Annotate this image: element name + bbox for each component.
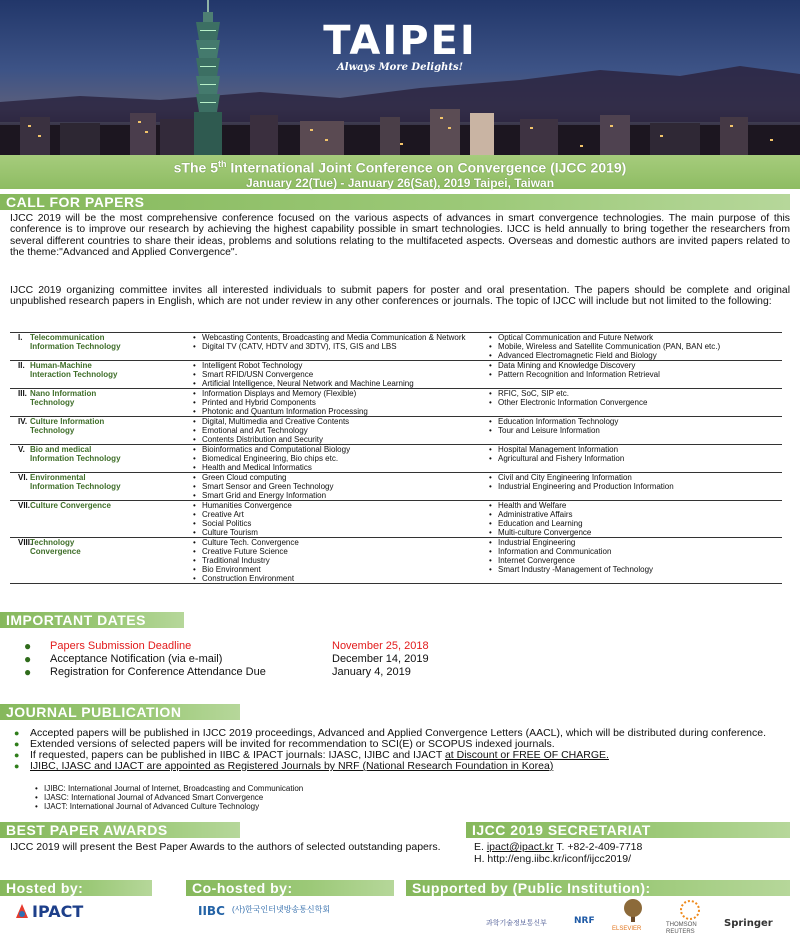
date-value: January 4, 2019 [332,666,411,678]
topic-number: VIII. [18,538,33,547]
topic-items-left [190,538,486,583]
topic-item: • Creative Future Science [190,547,486,556]
topic-number: VI. [18,473,28,482]
topic-item: • Data Mining and Knowledge Discovery [486,361,782,370]
topic-item: • Digital, Multimedia and Creative Contents [190,417,486,426]
important-dates-list [24,640,492,679]
hosted-heading: Hosted by: [0,880,152,896]
topic-item: • Information and Communication [486,547,782,556]
sponsor-logos [486,898,790,940]
topic-item: • Internet Convergence [486,556,782,565]
elsevier-tree-icon [618,898,648,924]
topic-row [10,538,782,584]
topic-item: • Hospital Management Information [486,445,782,454]
topic-item: • Advanced Electromagnetic Field and Biology [486,351,782,360]
topic-item: • Information Displays and Memory (Flexible) [190,389,486,398]
topic-item: • Emotional and Art Technology [190,426,486,435]
topic-number: II. [18,361,25,370]
journal-subitem: • IJASC: International Journal of Advanced Smart Convergence [34,793,303,802]
topic-item: • Industrial Engineering [486,538,782,547]
topic-name: Environmental Information Technology [30,473,121,491]
topic-item: • Smart Sensor and Green Technology [190,482,486,491]
topic-row [10,473,782,501]
bullet-icon: ● [24,639,32,653]
topic-items-left [190,445,486,472]
topic-items-left [190,501,486,537]
secretariat-heading: IJCC 2019 SECRETARIAT [466,822,790,838]
date-label: Papers Submission Deadline [50,640,192,652]
topic-item: • Artificial Intelligence, Neural Network and Machine Learning [190,379,486,388]
awards-text: IJCC 2019 will present the Best Paper Awards to the authors of selected outstanding papers. [10,841,441,853]
topic-name: Culture Convergence [30,501,111,510]
topic-items-right [486,333,782,360]
topic-item: • Biomedical Engineering, Bio chips etc. [190,454,486,463]
journal-subitem: • IJACT: International Journal of Advanced Culture Technology [34,802,303,811]
topic-item: • Smart Grid and Energy Information [190,491,486,500]
topic-name: Culture Information Technology [30,417,105,435]
topic-name: Telecommunication Information Technology [30,333,121,351]
topic-items-right [486,361,782,388]
hero-subtitle: Always More Delights! [337,62,463,73]
topic-number: I. [18,333,23,342]
secretariat-contact: E. ipact@ipact.kr T. +82-2-409-7718 H. http://eng.iibc.kr/iconf/ijcc2019/ [474,842,794,865]
topic-item: • Administrative Affairs [486,510,782,519]
date-row [24,640,492,653]
date-value: November 25, 2018 [332,640,429,652]
topic-item: • Intelligent Robot Technology [190,361,486,370]
topic-items-right [486,538,782,583]
topic-item: • Traditional Industry [190,556,486,565]
topic-row [10,417,782,445]
topic-row [10,389,782,417]
topic-name: Nano Information Technology [30,389,97,407]
cfp-heading: CALL FOR PAPERS [0,194,790,210]
topic-item: • Bioinformatics and Computational Biology [190,445,486,454]
hero-title: TAIPEI [323,18,477,64]
conference-dates: January 22(Tue) - January 26(Sat), 2019 Taipei, Taiwan [245,175,555,190]
topic-item: • Optical Communication and Future Network [486,333,782,342]
topic-item: • Agricultural and Fishery Information [486,454,782,463]
topic-item: • Printed and Hybrid Components [190,398,486,407]
topic-item: • Humanities Convergence [190,501,486,510]
thomson-reuters-icon [680,900,700,920]
topic-items-right [486,389,782,416]
topic-items-left [190,361,486,388]
topic-item: • Bio Environment [190,565,486,574]
bullet-icon: ● [24,652,32,666]
topic-item: • Contents Distribution and Security [190,435,486,444]
topic-items-left [190,333,486,360]
topics-table [10,332,782,584]
journal-list [12,728,792,772]
topic-item: • RFIC, SoC, SIP etc. [486,389,782,398]
topic-item: • Education and Learning [486,519,782,528]
topic-row [10,361,782,389]
topic-item: • Other Electronic Information Convergence [486,398,782,407]
bullet-icon: ● [24,665,32,679]
topic-item: • Smart Industry -Management of Technology [486,565,782,574]
topic-item: • Health and Medical Informatics [190,463,486,472]
topic-number: VII. [18,501,31,510]
topic-number: IV. [18,417,28,426]
springer-logo: Springer [724,918,773,929]
cohosted-heading: Co-hosted by: [186,880,394,896]
date-row [24,653,492,666]
topic-item: • Mobile, Wireless and Satellite Communication (PAN, BAN etc.) [486,342,782,351]
iibc-logo: IIBC (사)한국인터넷방송통신학회 [198,904,331,918]
topic-item: • Health and Welfare [486,501,782,510]
topic-item: • Photonic and Quantum Information Processing [190,407,486,416]
date-row [24,666,492,679]
topic-number: III. [18,389,27,398]
topic-name: Technology Convergence [30,538,81,556]
topic-items-left [190,417,486,444]
topic-item: • Culture Tech. Convergence [190,538,486,547]
topic-item: • Culture Tourism [190,528,486,537]
list-item: ● Extended versions of selected papers will be invited for recommendation to SCI(E) or SCOPUS indexed journals. [12,739,792,750]
topic-name: Bio and medical Information Technology [30,445,121,463]
city-skyline [0,95,800,155]
topic-items-left [190,389,486,416]
topic-items-right [486,473,782,500]
ipact-logo: IPACT [14,898,124,940]
topic-item: • Construction Environment [190,574,486,583]
topic-items-right [486,445,782,472]
email-link[interactable]: ipact@ipact.kr [486,841,554,853]
journal-sublist [34,784,303,811]
cfp-paragraph-1: IJCC 2019 will be the most comprehensive conference focused on the various aspects of advances in smart convergence technologies. The main purpose of this conference is to improve our research by achieving the highest capability possible in smart technologies. IJCC is held annually to bring together the researchers from several different countries to share their ideas, problems and solutions relating to the multifaceted aspects. Overseas and domestic authors are invited papers related to the theme:"Advanced and Applied Convergence". [10,213,790,258]
important-dates-heading: IMPORTANT DATES [0,612,184,628]
nrf-logo: NRF [574,916,595,926]
date-label: Acceptance Notification (via e-mail) [50,653,223,665]
cfp-paragraph-2: IJCC 2019 organizing committee invites all interested individuals to submit papers for poster and oral presentation. The papers should be complete and original unpublished research papers in English, which are not under review in any other conferences or journals. The topic of IJCC will include but not limited to the following: [10,285,790,308]
topic-item: • Civil and City Engineering Information [486,473,782,482]
topic-items-right [486,417,782,444]
topic-item: • Webcasting Contents, Broadcasting and Media Communication & Network [190,333,486,342]
list-item: ● IJIBC, IJASC and IJACT are appointed as Registered Journals by NRF (National Research Foundation in Korea) [12,761,792,772]
topic-row [10,333,782,361]
conference-title: sThe 5th International Joint Conference on Convergence (IJCC 2019) [173,159,627,176]
thomson-reuters-logo: THOMSON REUTERS [666,922,697,935]
list-item: ● Accepted papers will be published in IJCC 2019 proceedings, Advanced and Applied Convergence Letters (AACL), which will be distributed during conference. [12,728,792,739]
topic-item: • Multi-culture Convergence [486,528,782,537]
conference-banner [0,155,800,189]
supported-heading: Supported by (Public Institution): [406,880,790,896]
topic-item: • Smart RFID/USN Convergence [190,370,486,379]
journal-heading: JOURNAL PUBLICATION [0,704,240,720]
hero-banner [0,0,800,155]
homepage-link[interactable]: H. http://eng.iibc.kr/iconf/ijcc2019/ [474,852,631,865]
awards-heading: BEST PAPER AWARDS [0,822,240,838]
topic-items-right [486,501,782,537]
topic-item: • Green Cloud computing [190,473,486,482]
msit-logo: 과학기술정보통신부 [486,920,547,927]
topic-item: • Pattern Recognition and Information Retrieval [486,370,782,379]
journal-subitem: • IJIBC: International Journal of Internet, Broadcasting and Communication [34,784,303,793]
topic-number: V. [18,445,25,454]
topic-item: • Education Information Technology [486,417,782,426]
topic-item: • Digital TV (CATV, HDTV and 3DTV), ITS, GIS and LBS [190,342,486,351]
elsevier-logo: ELSEVIER [612,926,642,932]
topic-item: • Tour and Leisure Information [486,426,782,435]
topic-row [10,445,782,473]
topic-item: • Creative Art [190,510,486,519]
date-label: Registration for Conference Attendance Due [50,666,266,678]
topic-name: Human-Machine Interaction Technology [30,361,118,379]
discount-link: at Discount or FREE OF CHARGE. [444,749,609,761]
topic-row [10,501,782,538]
topic-items-left [190,473,486,500]
list-item: ● If requested, papers can be published in IIBC & IPACT journals: IJASC, IJIBC and IJACT at Discount or FREE OF CHARGE. [12,750,792,761]
date-value: December 14, 2019 [332,653,429,665]
topic-item: • Social Politics [190,519,486,528]
topic-item: • Industrial Engineering and Production Information [486,482,782,491]
